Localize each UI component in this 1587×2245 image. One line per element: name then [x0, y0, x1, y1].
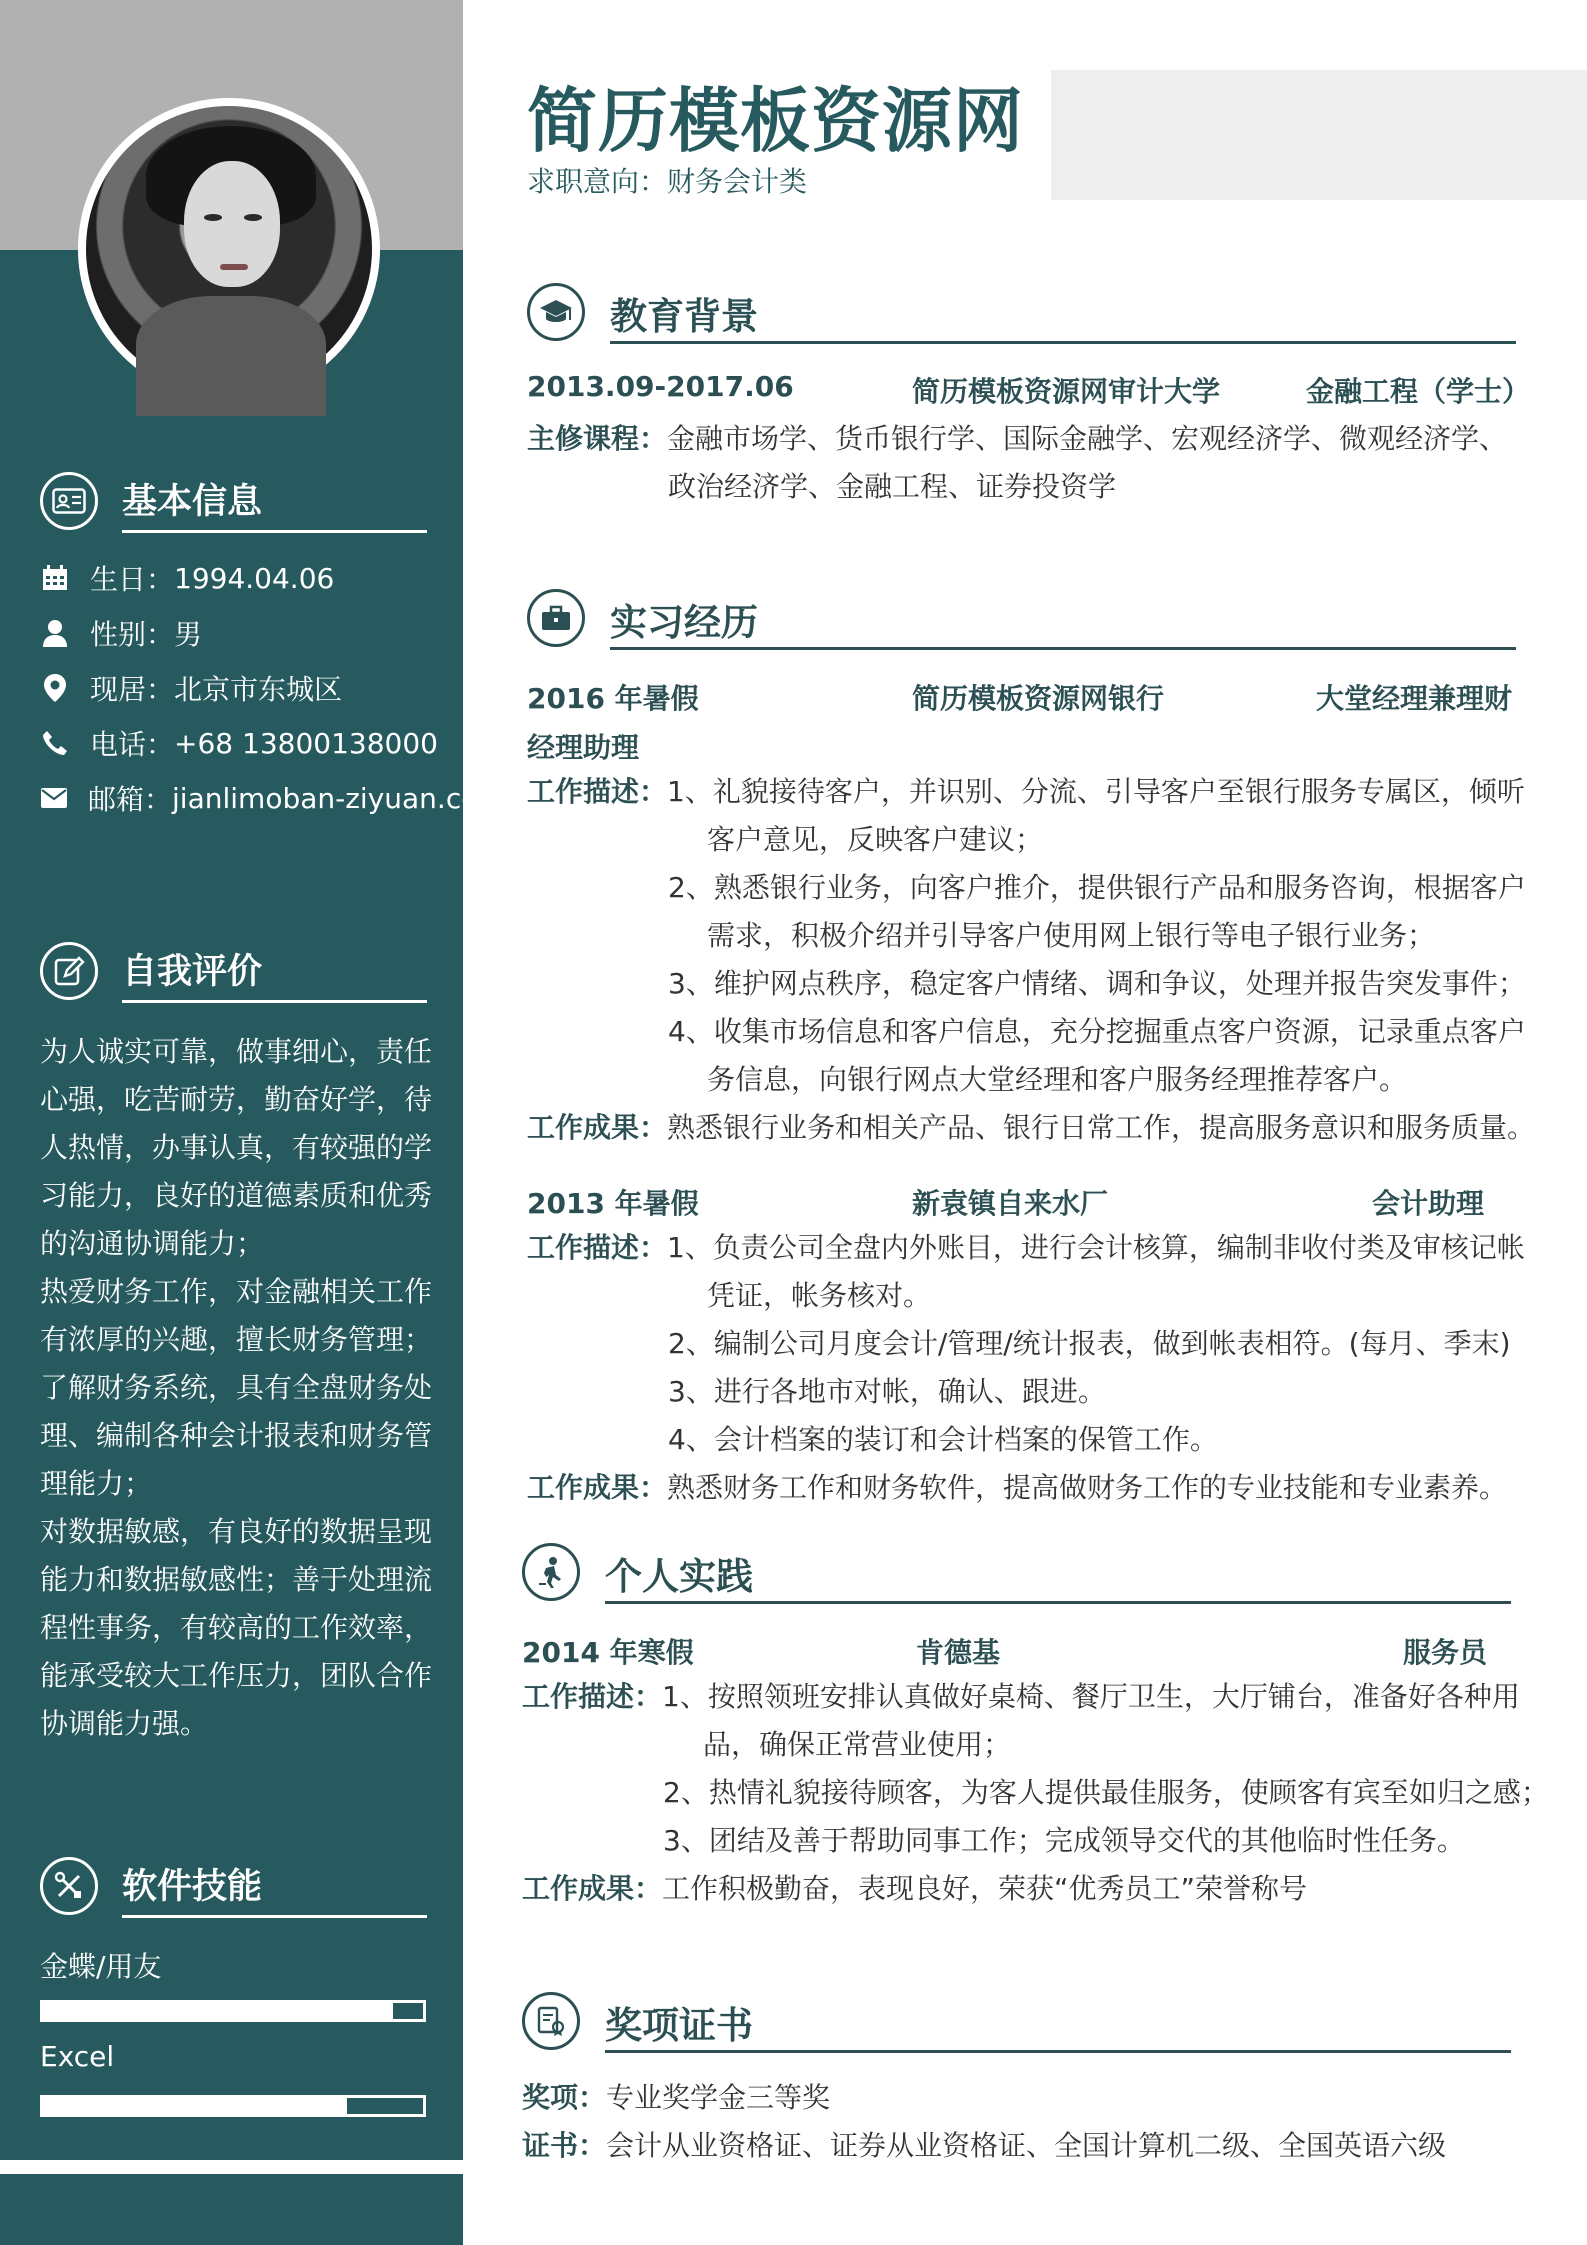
basic-info-list — [40, 558, 506, 818]
practice-role: 服务员 — [1403, 1636, 1488, 1669]
internship-title: 实习经历 — [610, 601, 758, 644]
skill-fill — [43, 2098, 347, 2114]
edit-icon — [40, 942, 98, 1000]
certificate-icon — [522, 1992, 580, 2050]
info-email: 邮箱： jianlimoban-ziyuan.com — [40, 778, 463, 818]
practice-org: 肯德基 — [916, 1636, 1001, 1669]
skill-bar — [40, 2095, 426, 2117]
skill-label: 金蝶/用友 — [40, 1950, 162, 1983]
practice-title: 个人实践 — [605, 1555, 753, 1598]
education-period: 2013.09-2017.06 — [527, 370, 794, 403]
job-description-line: 4、会计档案的装订和会计档案的保管工作。 — [668, 1423, 1218, 1456]
location-icon — [40, 673, 70, 703]
skill-fill — [43, 2003, 393, 2019]
education-courses-cont: 政治经济学、金融工程、证券投资学 — [668, 470, 1117, 503]
person-activity-icon — [522, 1543, 580, 1601]
practice-description-line: 2、热情礼貌接待顾客，为客人提供最佳服务，使顾客有宾至如归之感； — [663, 1776, 1549, 1809]
self-eval-text: 为人诚实可靠，做事细心，责任 心强，吃苦耐劳，勤奋好学，待 人热情，办事认真，有较强的学 习能力，良好的道德素质和优秀 的沟通协调能力； 热爱财务工作，对金融相关工作 有浓厚的兴趣，擅长财务管理； 了解财务系统，具有全盘财务处 理、编制各种会计报表和财务管 理能力； 对数据敏感，有良好的数据呈现 能力和数据敏感性；善于处理流 程性事务，有较高的工作效率， 能承受较大工作压力，团队合作 协调能力强。 — [40, 1035, 433, 1740]
job-result: 工作成果：熟悉银行业务和相关产品、银行日常工作，提高服务意识和服务质量。 — [527, 1111, 1536, 1144]
education-title: 教育背景 — [610, 295, 758, 338]
id-card-icon — [40, 472, 98, 530]
mail-icon — [40, 783, 68, 813]
header-gray-block — [1051, 70, 1587, 200]
page-title: 简历模板资源网 — [527, 80, 1024, 162]
awards-divider — [605, 2050, 1511, 2053]
practice-period: 2014 年寒假 — [522, 1636, 694, 1669]
tools-icon — [40, 1857, 98, 1915]
job-org: 简历模板资源网银行 — [912, 682, 1165, 715]
practice-description-line: 品，确保正常营业使用； — [703, 1728, 1012, 1761]
job-org: 新袁镇自来水厂 — [912, 1187, 1109, 1220]
info-birthday: 生日： 1994.04.06 — [40, 558, 463, 598]
job-result: 工作成果：熟悉财务工作和财务软件，提高做财务工作的专业技能和专业素养。 — [527, 1471, 1508, 1504]
skill-bar — [40, 2000, 426, 2022]
info-phone: 电话： +68 13800138000 — [40, 723, 463, 763]
job-description-line: 4、收集市场信息和客户信息，充分挖掘重点客户资源，记录重点客户 — [668, 1015, 1526, 1048]
phone-icon — [40, 728, 70, 758]
self-eval-title: 自我评价 — [122, 952, 263, 992]
person-icon — [40, 618, 70, 648]
job-description-line: 凭证，帐务核对。 — [707, 1279, 932, 1312]
briefcase-icon — [527, 589, 585, 647]
self-eval-divider — [122, 1000, 427, 1003]
job-description: 工作描述：1、负责公司全盘内外账目，进行会计核算，编制非收付类及审核记帐 — [527, 1231, 1525, 1264]
job-description-line: 3、进行各地市对帐，确认、跟进。 — [668, 1375, 1106, 1408]
basic-info-title: 基本信息 — [122, 482, 263, 522]
job-description: 工作描述：1、礼貌接待客户，并识别、分流、引导客户至银行服务专属区，倾听 — [527, 775, 1525, 808]
award-item: 奖项：专业奖学金三等奖 — [522, 2081, 831, 2114]
practice-result: 工作成果：工作积极勤奋，表现良好，荣获“优秀员工”荣誉称号 — [522, 1872, 1308, 1905]
info-location: 现居： 北京市东城区 — [40, 668, 463, 708]
job-description-line: 2、编制公司月度会计/管理/统计报表，做到帐表相符。(每月、季末) — [668, 1327, 1511, 1360]
job-role: 会计助理 — [1372, 1187, 1485, 1220]
job-description-line: 需求，积极介绍并引导客户使用网上银行等电子银行业务； — [707, 919, 1436, 952]
practice-description: 工作描述：1、按照领班安排认真做好桌椅、餐厅卫生，大厅铺台，准备好各种用 — [522, 1680, 1520, 1713]
education-degree: 金融工程（学士） — [1306, 375, 1531, 408]
job-period: 2016 年暑假 — [527, 682, 699, 715]
education-school: 简历模板资源网审计大学 — [912, 375, 1221, 408]
internship-divider — [610, 647, 1516, 650]
education-courses: 主修课程：金融市场学、货币银行学、国际金融学、宏观经济学、微观经济学、 — [527, 422, 1508, 455]
skills-title: 软件技能 — [122, 1867, 263, 1907]
profile-photo — [78, 98, 380, 400]
info-gender: 性别： 男 — [40, 613, 463, 653]
job-role-cont: 经理助理 — [527, 731, 640, 764]
basic-info-divider — [122, 530, 427, 533]
job-description-line: 客户意见，反映客户建议； — [707, 823, 1044, 856]
calendar-icon — [40, 563, 70, 593]
practice-divider — [605, 1601, 1511, 1604]
practice-description-line: 3、团结及善于帮助同事工作；完成领导交代的其他临时性任务。 — [663, 1824, 1465, 1857]
job-objective: 求职意向：财务会计类 — [527, 165, 808, 198]
job-description-line: 务信息，向银行网点大堂经理和客户服务经理推荐客户。 — [707, 1063, 1408, 1096]
job-role: 大堂经理兼理财 — [1316, 682, 1513, 715]
sidebar-bottom-strip — [0, 2174, 463, 2245]
skill-label: Excel — [40, 2040, 115, 2073]
job-description-line: 2、熟悉银行业务，向客户推介，提供银行产品和服务咨询，根据客户 — [668, 871, 1526, 904]
job-description-line: 3、维护网点秩序，稳定客户情绪、调和争议，处理并报告突发事件； — [668, 967, 1526, 1000]
graduation-cap-icon — [527, 283, 585, 341]
education-divider — [610, 341, 1516, 344]
certificate-item: 证书：会计从业资格证、证券从业资格证、全国计算机二级、全国英语六级 — [522, 2129, 1447, 2162]
job-period: 2013 年暑假 — [527, 1187, 699, 1220]
awards-title: 奖项证书 — [605, 2004, 753, 2047]
skills-divider — [122, 1915, 427, 1918]
